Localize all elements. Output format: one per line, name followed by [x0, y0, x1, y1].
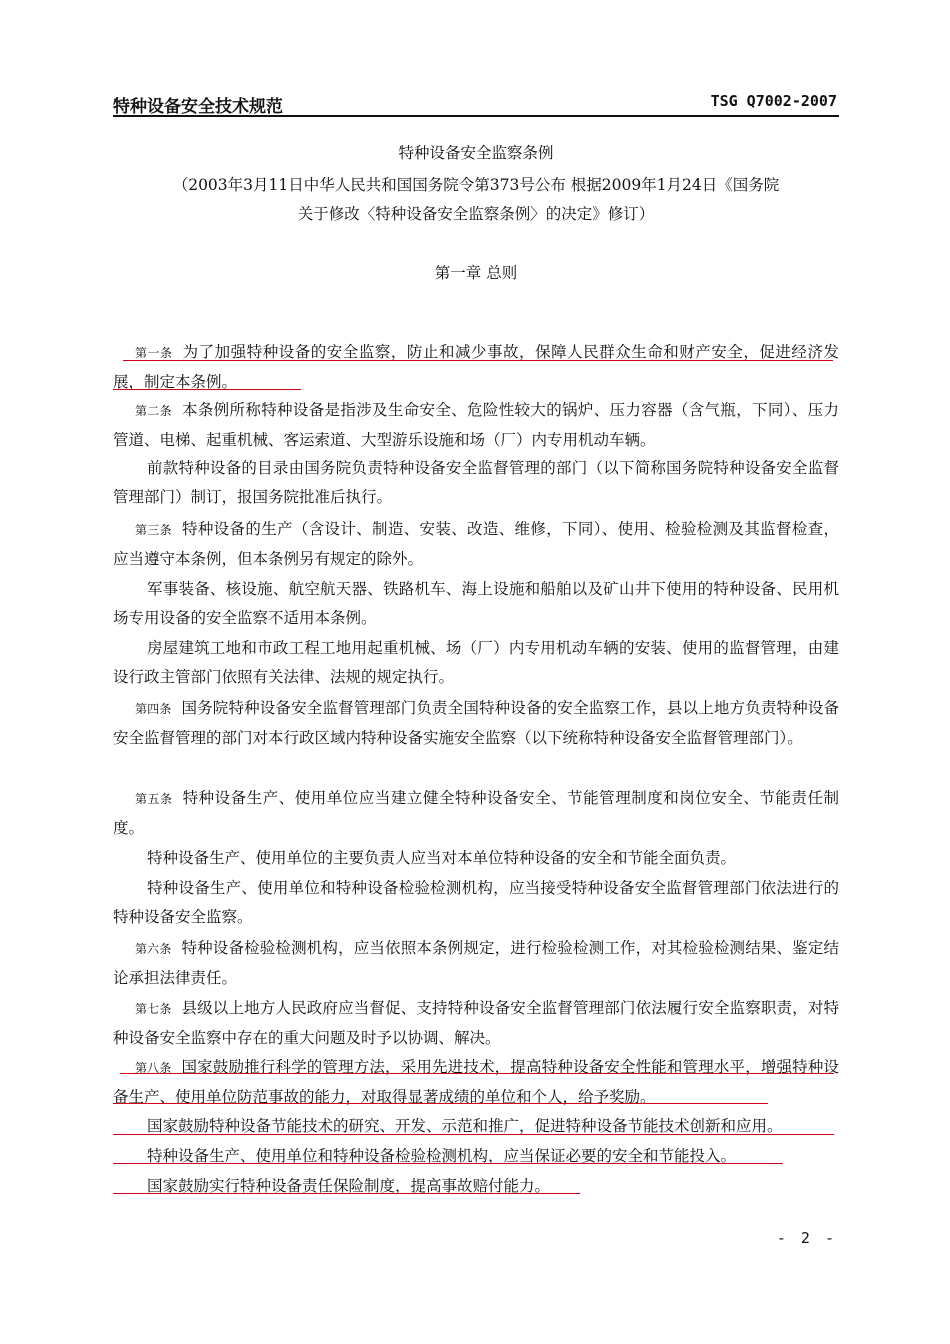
article-3-para-3 [113, 634, 839, 692]
header-code: TSG Q7002-2007 [710, 92, 837, 110]
article-text: 县级以上地方人民政府应当督促、支持特种设备安全监督管理部门依法履行安全监察职责，对特种设备安全监察中存在的重大问题及时予以协调、解决。 [113, 999, 839, 1047]
paragraph-text: 军事装备、核设施、航空航天器、铁路机车、海上设施和船舶以及矿山井下使用的特种设备、民用机场专用设备的安全监察不适用本条例。 [113, 580, 839, 627]
article-3-para-2 [113, 575, 839, 633]
article-text: 为了加强特种设备的安全监察，防止和减少事故，保障人民群众生命和财产安全，促进经济发展，制定本条例。 [113, 343, 839, 391]
article-label: 第六条 [135, 942, 172, 956]
article-4 [113, 694, 839, 753]
paragraph-text: 国家鼓励实行特种设备责任保险制度，提高事故赔付能力。 [147, 1177, 551, 1195]
article-label: 第八条 [135, 1061, 172, 1075]
highlight-underline [113, 1193, 580, 1194]
paragraph-text: 房屋建筑工地和市政工程工地用起重机械、场（厂）内专用机动车辆的安装、使用的监督管理，由建设行政主管部门依照有关法律、法规的规定执行。 [113, 639, 839, 686]
highlight-underline [113, 389, 301, 390]
article-5-para-2 [113, 844, 839, 873]
article-5-para-3 [113, 874, 839, 932]
article-8-para-3 [113, 1142, 839, 1171]
paragraph-text: 特种设备生产、使用单位和特种设备检验检测机构，应当保证必要的安全和节能投入。 [147, 1147, 737, 1165]
paragraph-text: 特种设备生产、使用单位的主要负责人应当对本单位特种设备的安全和节能全面负责。 [147, 849, 737, 867]
article-text: 国务院特种设备安全监督管理部门负责全国特种设备的安全监察工作，县以上地方负责特种设备安全监督管理的部门对本行政区域内特种设备实施安全监察（以下统称特种设备安全监督管理部门）。 [113, 699, 839, 747]
highlight-underline [113, 1134, 834, 1135]
article-8-para-2 [113, 1112, 839, 1141]
highlight-underline [113, 1163, 783, 1164]
paragraph-text: 前款特种设备的目录由国务院负责特种设备安全监督管理的部门（以下简称国务院特种设备安全监督管理部门）制订，报国务院批准后执行。 [113, 459, 839, 506]
article-3 [113, 515, 839, 574]
article-5 [113, 784, 839, 843]
document-subtitle-line1: （2003年3月11日中华人民共和国国务院令第373号公布 根据2009年1月24日《国务院 [172, 176, 780, 194]
highlight-underline [123, 360, 833, 361]
article-text: 本条例所称特种设备是指涉及生命安全、危险性较大的锅炉、压力容器（含气瓶，下同）、压力管道、电梯、起重机械、客运索道、大型游乐设施和场（厂）内专用机动车辆。 [113, 401, 839, 449]
document-subtitle-line2: 关于修改〈特种设备安全监察条例〉的决定》修订） [297, 205, 655, 223]
paragraph-text: 特种设备生产、使用单位和特种设备检验检测机构，应当接受特种设备安全监督管理部门依法进行的特种设备安全监察。 [113, 879, 839, 926]
header-title: 特种设备安全技术规范 [113, 97, 283, 117]
article-text: 国家鼓励推行科学的管理方法，采用先进技术，提高特种设备安全性能和管理水平，增强特种设备生产、使用单位防范事故的能力，对取得显著成绩的单位和个人，给予奖励。 [113, 1058, 839, 1106]
article-text: 特种设备的生产（含设计、制造、安装、改造、维修，下同）、使用、检验检测及其监督检查，应当遵守本条例，但本条例另有规定的除外。 [113, 520, 839, 568]
article-label: 第三条 [135, 523, 173, 537]
paragraph-text: 国家鼓励特种设备节能技术的研究、开发、示范和推广，促进特种设备节能技术创新和应用。 [147, 1117, 783, 1135]
article-label: 第一条 [135, 346, 173, 360]
document-title: 特种设备安全监察条例 [398, 144, 554, 162]
article-6 [113, 934, 839, 993]
highlight-underline [120, 1073, 834, 1074]
chapter-heading: 第一章 总则 [434, 264, 518, 282]
article-text: 特种设备生产、使用单位应当建立健全特种设备安全、节能管理制度和岗位安全、节能责任制度。 [113, 789, 839, 837]
article-8-para-4 [113, 1172, 839, 1201]
article-text: 特种设备检验检测机构，应当依照本条例规定，进行检验检测工作，对其检验检测结果、鉴定结论承担法律责任。 [113, 939, 839, 987]
article-label: 第五条 [135, 792, 173, 806]
page-number: - 2 - [776, 1229, 837, 1247]
article-label: 第七条 [135, 1002, 172, 1016]
article-2-para-2 [113, 454, 839, 512]
article-label: 第四条 [135, 702, 172, 716]
article-7 [113, 994, 839, 1053]
header-rule [113, 115, 839, 117]
article-label: 第二条 [135, 404, 173, 418]
highlight-underline [113, 1103, 768, 1104]
article-2 [113, 396, 839, 455]
